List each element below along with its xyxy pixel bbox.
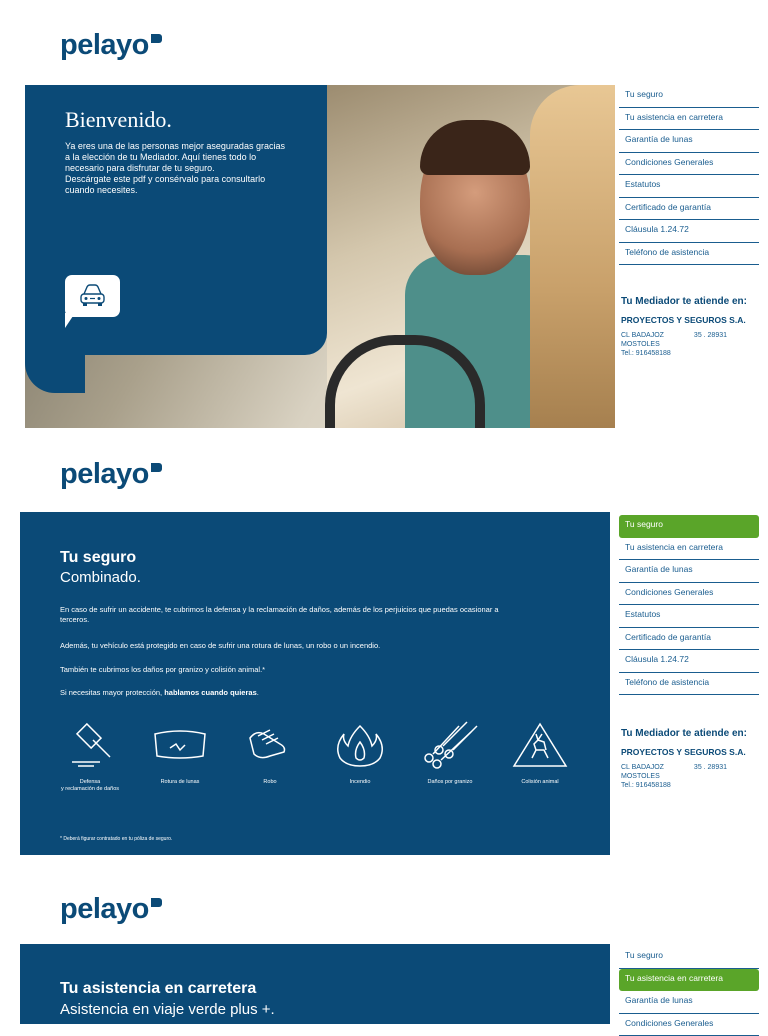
- logo-flag-icon: [151, 463, 162, 472]
- logo-flag-icon: [151, 898, 162, 907]
- hail-icon: [415, 720, 485, 770]
- mediator-address: CL BADAJOZ 35 . 28931: [621, 331, 766, 340]
- section-subtitle: Asistencia en viaje verde plus +.: [60, 1001, 275, 1018]
- mediator-phone[interactable]: Tel.: 916458188: [621, 349, 766, 358]
- section-subtitle: Combinado.: [60, 569, 141, 586]
- menu-item-estatutos[interactable]: Estatutos: [619, 175, 759, 198]
- coverage-paragraph-4: Si necesitas mayor protección, hablamos cuando quieras.: [60, 688, 520, 698]
- mediator-title: Tu Mediador te atiende en:: [621, 728, 766, 739]
- menu-item-asistencia[interactable]: Tu asistencia en carretera: [619, 538, 759, 561]
- coverage-paragraph-3: También te cubrimos los daños por granizo y colisión animal.*: [60, 665, 520, 675]
- fire-icon: [330, 720, 390, 770]
- welcome-text: Ya eres una de las personas mejor aseguradas gracias a la elección de tu Mediador. Aquí tienes todo lo necesario para disfrutar de tu seguro. Descárgate este pdf y consérvalo para consultarlo cuando necesites.: [65, 141, 285, 196]
- menu-item-tu-seguro[interactable]: Tu seguro: [619, 946, 759, 969]
- menu-item-clausula[interactable]: Cláusula 1.24.72: [619, 220, 759, 243]
- menu-item-asistencia[interactable]: Tu asistencia en carretera: [619, 108, 759, 131]
- coverage-defensa: Defensa y reclamación de daños: [50, 720, 130, 793]
- logo-text: pelayo: [60, 893, 149, 925]
- menu-item-condiciones[interactable]: Condiciones Generales: [619, 1014, 759, 1036]
- contact-cta[interactable]: hablamos cuando quieras: [164, 688, 257, 697]
- mediator-phone[interactable]: Tel.: 916458188: [621, 781, 766, 790]
- welcome-panel: [25, 85, 327, 355]
- menu-item-estatutos[interactable]: Estatutos: [619, 605, 759, 628]
- gavel-icon: [60, 720, 120, 770]
- welcome-title: Bienvenido.: [65, 107, 172, 133]
- menu-item-certificado[interactable]: Certificado de garantía: [619, 628, 759, 651]
- mediator-city: MOSTOLES: [621, 340, 766, 349]
- deer-warning-icon: [510, 720, 570, 770]
- asistencia-section: [20, 944, 610, 1024]
- logo-flag-icon: [151, 34, 162, 43]
- coverage-granizo: Daños por granizo: [410, 720, 490, 786]
- section-title: Tu seguro: [60, 549, 136, 567]
- coverage-lunas: Rotura de lunas: [140, 720, 220, 786]
- mediator-city: MOSTOLES: [621, 772, 766, 781]
- menu-item-asistencia[interactable]: Tu asistencia en carretera: [619, 969, 759, 992]
- coverage-incendio: Incendio: [320, 720, 400, 786]
- theft-hand-icon: [240, 720, 300, 770]
- section-title: Tu asistencia en carretera: [60, 980, 256, 998]
- coverage-colision: Colisión animal: [500, 720, 580, 786]
- logo-text: pelayo: [60, 458, 149, 490]
- mediator-info-page2: [621, 728, 766, 790]
- footnote: * Deberá figurar contratado en tu póliza de seguro.: [60, 836, 172, 842]
- menu-item-telefono[interactable]: Teléfono de asistencia: [619, 243, 759, 266]
- menu-item-tu-seguro[interactable]: Tu seguro: [619, 85, 759, 108]
- coverage-paragraph-2: Además, tu vehículo está protegido en caso de sufrir una rotura de lunas, un robo o un incendio.: [60, 641, 520, 651]
- coverage-icons: [50, 720, 580, 810]
- side-menu-page3: [619, 946, 759, 1036]
- mediator-info-page1: [621, 296, 766, 358]
- menu-item-condiciones[interactable]: Condiciones Generales: [619, 153, 759, 176]
- side-menu-page2: [619, 515, 759, 695]
- menu-item-telefono[interactable]: Teléfono de asistencia: [619, 673, 759, 696]
- menu-item-condiciones[interactable]: Condiciones Generales: [619, 583, 759, 606]
- car-icon: [65, 275, 120, 317]
- coverage-paragraph-1: En caso de sufrir un accidente, te cubrimos la defensa y la reclamación de daños, además de los perjuicios que puedas ocasionar a terceros.: [60, 605, 520, 625]
- menu-item-lunas[interactable]: Garantía de lunas: [619, 560, 759, 583]
- menu-item-lunas[interactable]: Garantía de lunas: [619, 130, 759, 153]
- logo-text: pelayo: [60, 29, 149, 61]
- mediator-name: PROYECTOS Y SEGUROS S.A.: [621, 747, 766, 757]
- side-menu-page1: [619, 85, 759, 265]
- mediator-name: PROYECTOS Y SEGUROS S.A.: [621, 315, 766, 325]
- menu-item-certificado[interactable]: Certificado de garantía: [619, 198, 759, 221]
- mediator-address: CL BADAJOZ 35 . 28931: [621, 763, 766, 772]
- menu-item-lunas[interactable]: Garantía de lunas: [619, 991, 759, 1014]
- coverage-robo: Robo: [230, 720, 310, 786]
- menu-item-tu-seguro[interactable]: Tu seguro: [619, 515, 759, 538]
- welcome-banner: [25, 85, 615, 428]
- mediator-title: Tu Mediador te atiende en:: [621, 296, 766, 307]
- tu-seguro-section: [20, 512, 610, 855]
- pelayo-logo: [60, 29, 162, 62]
- windshield-icon: [150, 720, 210, 770]
- menu-item-clausula[interactable]: Cláusula 1.24.72: [619, 650, 759, 673]
- pelayo-logo: [60, 458, 162, 491]
- pelayo-logo: [60, 893, 162, 926]
